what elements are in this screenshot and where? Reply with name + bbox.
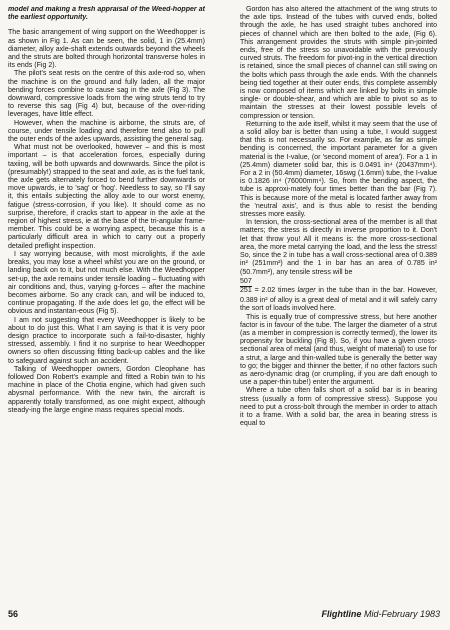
fraction-continuation <box>240 287 437 312</box>
fraction-text-end: in the tube than in the bar. However, 0.389 in² of alloy is a great deal of metal and it will safely carry the sort of loads involved here. <box>240 286 437 313</box>
paragraph: What must not be overlooked, however – and this is most important – is that acceleration forces, especially during taxiing, will be both upwards and downwards. Since the pilot is (presumably!) strapped to the seat and axle, as is the fuel tank, the axle gets alternately forced to bend further downwards or move upwards, ie to 'sag' or 'hog'. Needless to say, so I'll say it, this entails subjecting the alloy axle to our worst enemy, fatigue (stress-corrosion, if you like). It should come as no surprise, therefore, if cracks start to appear in the axle at the region of highest stress, ie at the base of the tri-angular frame-member. This could be a worrying aspect, because this is a particularly difficult area in which to carry out a properly detailed preflight inspection. <box>8 144 205 250</box>
issue-date: Mid-February 1983 <box>363 609 440 619</box>
fraction-denominator: 251 <box>240 286 252 294</box>
intro-text: model and making a fresh appraisal of the Weed-hopper at the earliest opportunity. <box>8 6 205 22</box>
paragraph: I say worrying because, with most microlights, if the axle breaks, you may lose a wheel whilst you are on the ground, or landing back on to it, but not much else. With the Weedhopper set-up, the axle remains under tensile loading – fluctuating with air conditions and, thus, varying g-forces – after the machine becomes airborne. So any crack can, and will be induced to, continue propagating. If the axle does let go, the effect will be obvious and instantan-eous (Fig 5). <box>8 250 205 316</box>
page-footer <box>8 608 440 620</box>
paragraph: Returning to the axle itself, whilst it may seem that the use of a solid alloy bar is better than using a tube, I would suggest that this is not necessarily so. For example, as far as simple bending is concerned, the important parameter for a given material is the I-value, (or 'second moment of area'). For a 1 in (25.4mm) diameter solid bar, this is 0.0491 in⁴ (20437mm⁴). For a 2 in (50.4mm) diameter, 16swg (1.6mm) tube, the I-value is 0.1826 in⁴ (76000mm⁴). So, from the bending aspect, the tube is approxi-mately four times better than the bar (Fig 7). This is because more of the metal is located farther away from the 'neutral axis', and is thus able to resist the bending stresses more easily. <box>240 120 437 219</box>
paragraph: I am not suggesting that every Weedhopper is likely to be about to do just this. What I am saying is that it is very poor design practice to incorporate such a fail-to-disaster, highly stressed, assembly. I find it no surprise to hear Weedhopper owners so often discussing fitting back-up cables and the like to safeguard against such an accident. <box>8 316 205 365</box>
right-column <box>240 6 437 604</box>
paragraph: Where a tube often falls short of a solid bar is in bearing stress (usually a form of compressive stress). Suppose you need to put a cross-bolt through the member in order to attach it to a frame. With a solid bar, the area in bearing stress is equal to <box>240 387 437 428</box>
magazine-credit <box>321 608 440 620</box>
left-column <box>8 6 205 604</box>
paragraph: Gordon has also altered the attachment of the wing struts to the axle tips. Instead of the tubes with curved ends, bolted through the axle, he has used straight tubes anchored into pieces of channel which are then bolted to the axle, (Fig 6). This arrangement provides the struts with simple pin-jointed ends, free of the stress so unavoidable with the previously curved struts. The freedom for pivot-ing in the vertical direction is retained, since the small pieces of channel can still swing on the bolts which pass through the axle ends. With the channels being tied together at their outer ends, this complete assembly is now composed of items which are linked by bolts in simple single- or double-shear, and which are able to pivot so as to maintain the stresses at their lowest possible levels of compression or tension. <box>240 6 437 120</box>
paragraph: In tension, the cross-sectional area of the member is all that matters; the stress is directly in inverse proportion to it. Don't let that throw you! All it means is: the more cross-sectional area, the more metal carrying the load, and the less the stress! So, since the 2 in tube has a wall cross-sectional area of 0.389 in² (251mm²) and the 1 in bar has an area of 0.785 in² (50.7mm²), any tensile stress will be <box>240 219 437 276</box>
fraction-text: = 2.02 times <box>254 286 298 294</box>
fraction-numerator: 507 <box>240 278 252 287</box>
page-number: 56 <box>8 609 19 619</box>
magazine-name: Flightline <box>321 609 362 619</box>
stress-fraction <box>240 278 252 295</box>
paragraph: The pilot's seat rests on the centre of this axle-rod so, when the machine is on the ground and fully laden, all the major bending forces combine to cause sag in the axle (Fig 3). The downward, compressive loads from the wing struts tend to try to reverse this sag (Fig 4) but, because of the over-riding leverages, have little effect. <box>8 70 205 119</box>
emphasis-text: larger <box>297 286 316 294</box>
paragraph: The basic arrangement of wing support on the Weedhopper is as shown in Fig 1. As can be seen, the solid, 1 in (25.4mm) diameter, alloy axle-shaft extends outwards beyond the wheels and the struts are bolted through horizontal transverse holes in its ends (Fig 2). <box>8 29 205 70</box>
paragraph: Talking of Weedhopper owners, Gordon Cleophane has followed Don Robert's example and fitted a Robin twin to his machine in place of the Chotia engine, which had given such abysmal performance. With the new twin, the aircraft is apparently totally transformed, as one might expect, although steady-ing the large engine mass requires special mods. <box>8 365 205 414</box>
paragraph: However, when the machine is airborne, the struts are, of course, under tensile loading and therefore tend also to pull the outer ends of the axles upwards, assisting the general sag. <box>8 119 205 144</box>
paragraph: This is equally true of compressive stress, but here another factor is in favour of the tube. The larger the diameter of a strut (as a member in compression is correctly termed), the lower its propensity for buckling (Fig 8). So, if you have a given cross-sectional area of metal (and thus, weight of material) to use for a strut, a large and thin-walled tube is generally the better way to go; the bigger and thinner the better, if no other factors such as aero-dynamic drag (or crumpling, if you are daft enough to use a paper-thin tube!) enter the argument. <box>240 313 437 387</box>
